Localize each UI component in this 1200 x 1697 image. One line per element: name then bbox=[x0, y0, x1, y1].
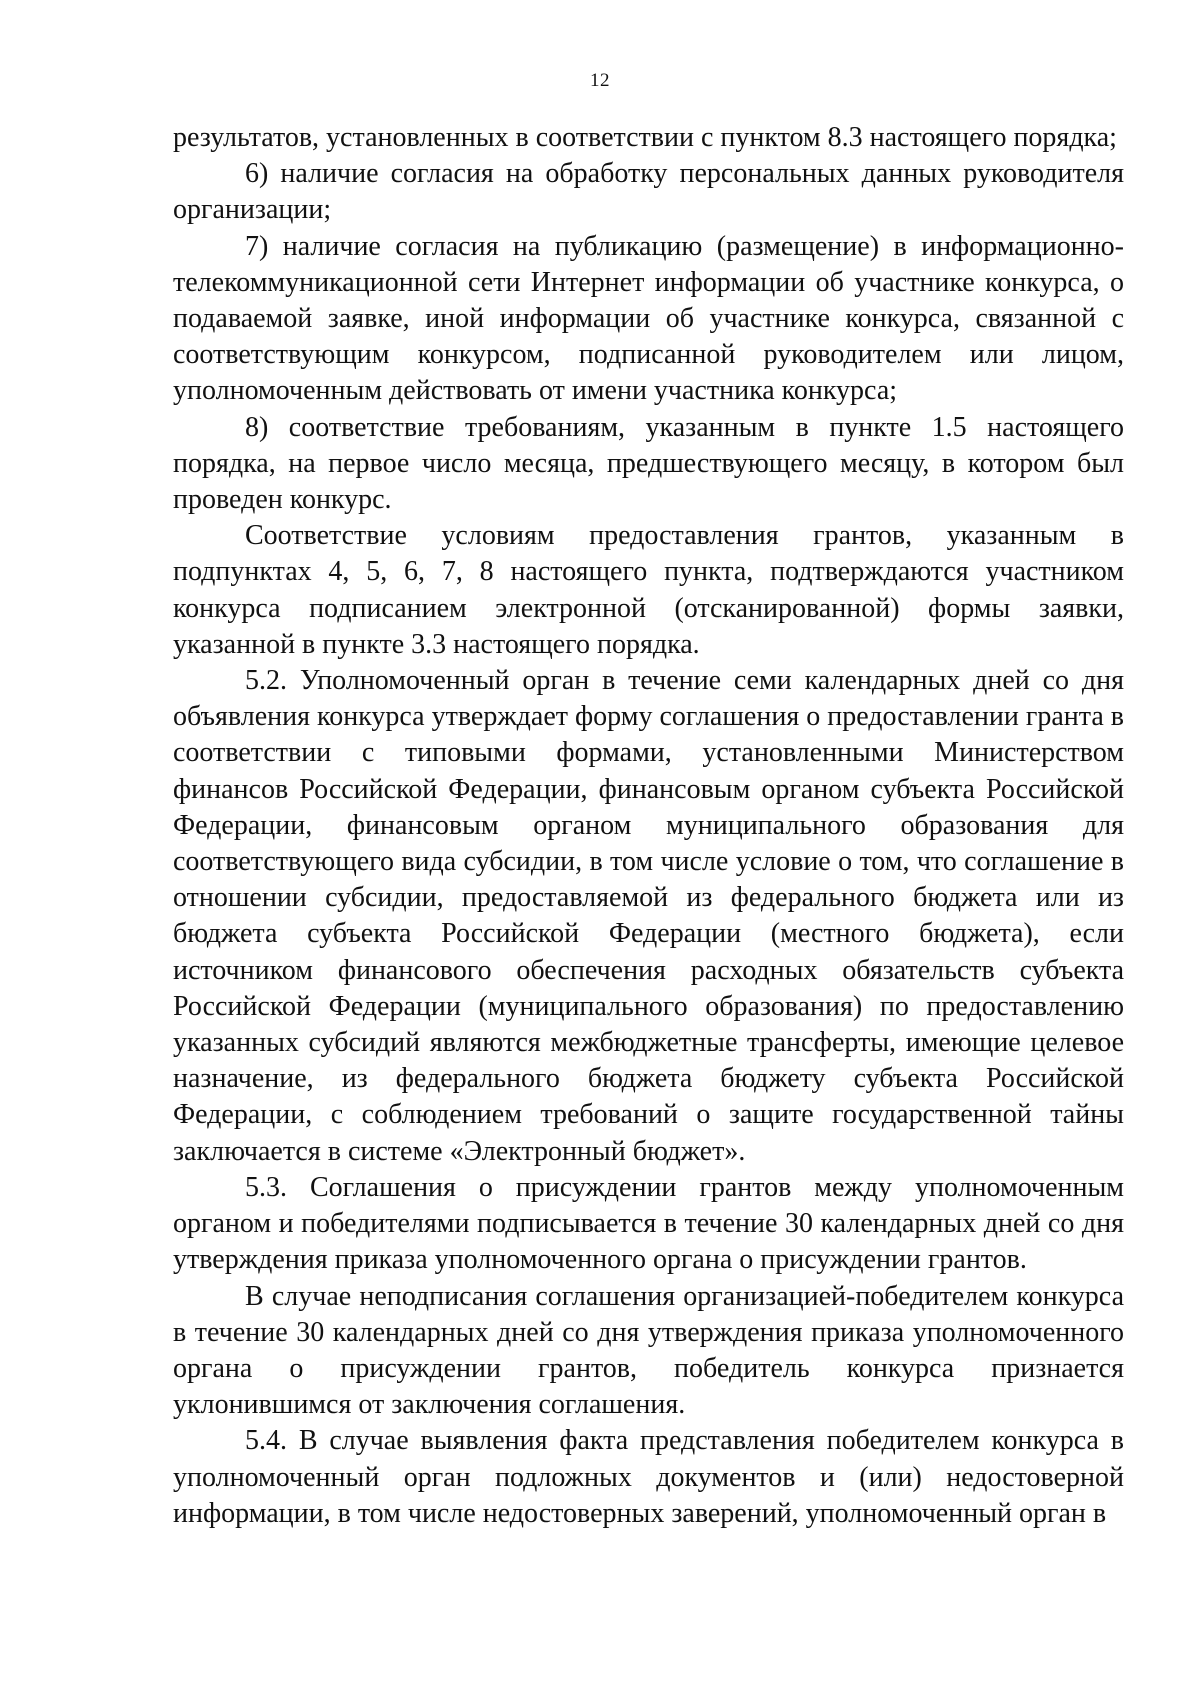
page-number: 12 bbox=[590, 70, 610, 91]
document-body bbox=[173, 120, 1124, 1532]
paragraph: 5.3. Соглашения о присуждении грантов между уполномоченным органом и победителями подписывается в течение 30 календарных дней со дня утверждения приказа уполномоченного органа о присуждении грантов. bbox=[173, 1171, 1124, 1276]
paragraph: 6) наличие согласия на обработку персональных данных руководителя организации; bbox=[173, 158, 1124, 226]
paragraph: 7) наличие согласия на публикацию (размещение) в информационно-телекоммуникационной сети Интернет информации об участнике конкурса, о подаваемой заявке, иной информации об участнике конкурса, связанной с соответствующим конкурсом, подписанной руководителем или лицом, уполномоченным действовать от имени участника конкурса; bbox=[173, 230, 1124, 407]
paragraph: 5.4. В случае выявления факта представления победителем конкурса в уполномоченный орган подложных документов и (или) недостоверной информации, в том числе недостоверных заверений, уполномоченный орган в bbox=[173, 1425, 1124, 1529]
paragraph: В случае неподписания соглашения организацией-победителем конкурса в течение 30 календарных дней со дня утверждения приказа уполномоченного органа о присуждении грантов, победитель конкурса признается уклонившимся от заключения соглашения. bbox=[173, 1280, 1124, 1421]
paragraph: 5.2. Уполномоченный орган в течение семи календарных дней со дня объявления конкурса утверждает форму соглашения о предоставлении гранта в соответствии с типовыми формами, установленными Министерством финансов Российской Федерации, финансовым органом субъекта Российской Федерации, финансовым органом муниципального образования для соответствующего вида субсидии, в том числе условие о том, что соглашение в отношении субсидии, предоставляемой из федерального бюджета или из бюджета субъекта Российской Федерации (местного бюджета), если источником финансового обеспечения расходных обязательств субъекта Российской Федерации (муниципального образования) по предоставлению указанных субсидий являются межбюджетные трансферты, имеющие целевое назначение, из федерального бюджета бюджету субъекта Российской Федерации, с соблюдением требований о защите государственной тайны заключается в системе «Электронный бюджет». bbox=[173, 665, 1124, 1167]
paragraph: 8) соответствие требованиям, указанным в пункте 1.5 настоящего порядка, на первое число месяца, предшествующего месяцу, в котором был проведен конкурс. bbox=[173, 411, 1124, 516]
paragraph: Соответствие условиям предоставления грантов, указанным в подпунктах 4, 5, 6, 7, 8 настоящего пункта, подтверждаются участником конкурса подписанием электронной (отсканированной) формы заявки, указанной в пункте 3.3 настоящего порядка. bbox=[173, 520, 1124, 660]
paragraph: результатов, установленных в соответствии с пунктом 8.3 настоящего порядка; bbox=[173, 122, 1117, 153]
